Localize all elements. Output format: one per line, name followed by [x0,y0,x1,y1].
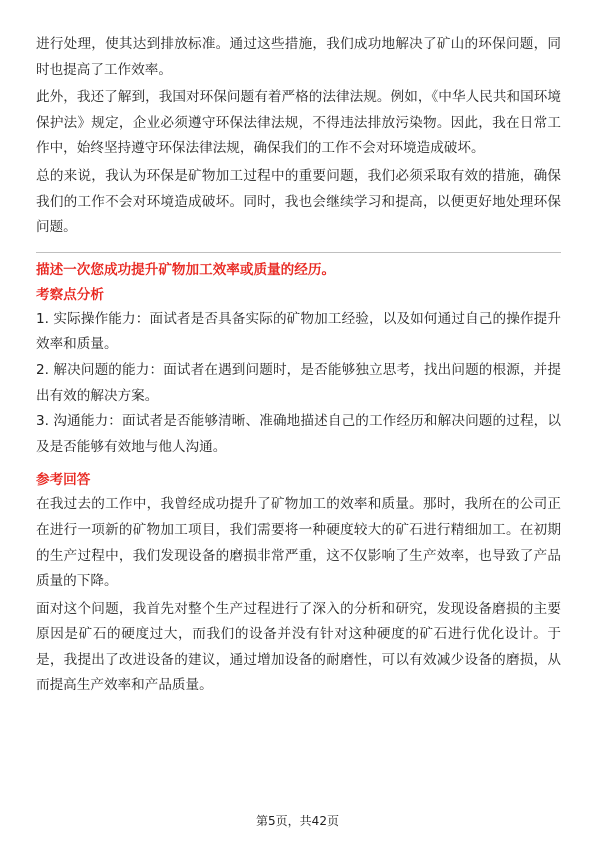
answer-paragraph: 面对这个问题，我首先对整个生产过程进行了深入的分析和研究，发现设备磨损的主要原因是矿石的硬度过大，而我们的设备并没有针对这种硬度的矿石进行优化设计。于是，我提出了改进设备的建议，通过增加设备的耐磨性，可以有效减少设备的磨损，从而提高生产效率和产品质量。 [36,600,561,694]
analysis-heading: 考察点分析 [36,286,104,303]
page-content [36,32,561,699]
question-title: 描述一次您成功提升矿物加工效率或质量的经历。 [36,261,336,278]
analysis-item: 3. 沟通能力：面试者是否能够清晰、准确地描述自己的工作经历和解决问题的过程，以及是否能够有效地与他人沟通。 [36,413,561,455]
body-paragraph: 进行处理，使其达到排放标准。通过这些措施，我们成功地解决了矿山的环保问题，同时也提高了工作效率。 [36,36,561,78]
answer-heading: 参考回答 [36,472,91,489]
section-divider [36,252,561,253]
analysis-item: 1. 实际操作能力：面试者是否具备实际的矿物加工经验，以及如何通过自己的操作提升效率和质量。 [36,310,561,353]
analysis-item: 2. 解决问题的能力：面试者在遇到问题时，是否能够独立思考，找出问题的根源，并提出有效的解决方案。 [36,361,561,404]
page-number: 第5页，共42页 [256,814,339,828]
body-paragraph: 总的来说，我认为环保是矿物加工过程中的重要问题，我们必须采取有效的措施，确保我们的工作不会对环境造成破坏。同时，我也会继续学习和提高，以便更好地处理环保问题。 [36,167,561,236]
body-paragraph: 此外，我还了解到，我国对环保问题有着严格的法律法规。例如，《中华人民共和国环境保护法》规定，企业必须遵守环保法律法规，不得违法排放污染物。因此，我在日常工作中，始终坚持遵守环保法律法规，确保我们的工作不会对环境造成破坏。 [36,89,561,157]
answer-paragraph: 在我过去的工作中，我曾经成功提升了矿物加工的效率和质量。那时，我所在的公司正在进行一项新的矿物加工项目，我们需要将一种硬度较大的矿石进行精细加工。在初期的生产过程中，我们发现设备的磨损非常严重，这不仅影响了生产效率，也导致了产品质量的下降。 [36,496,561,590]
